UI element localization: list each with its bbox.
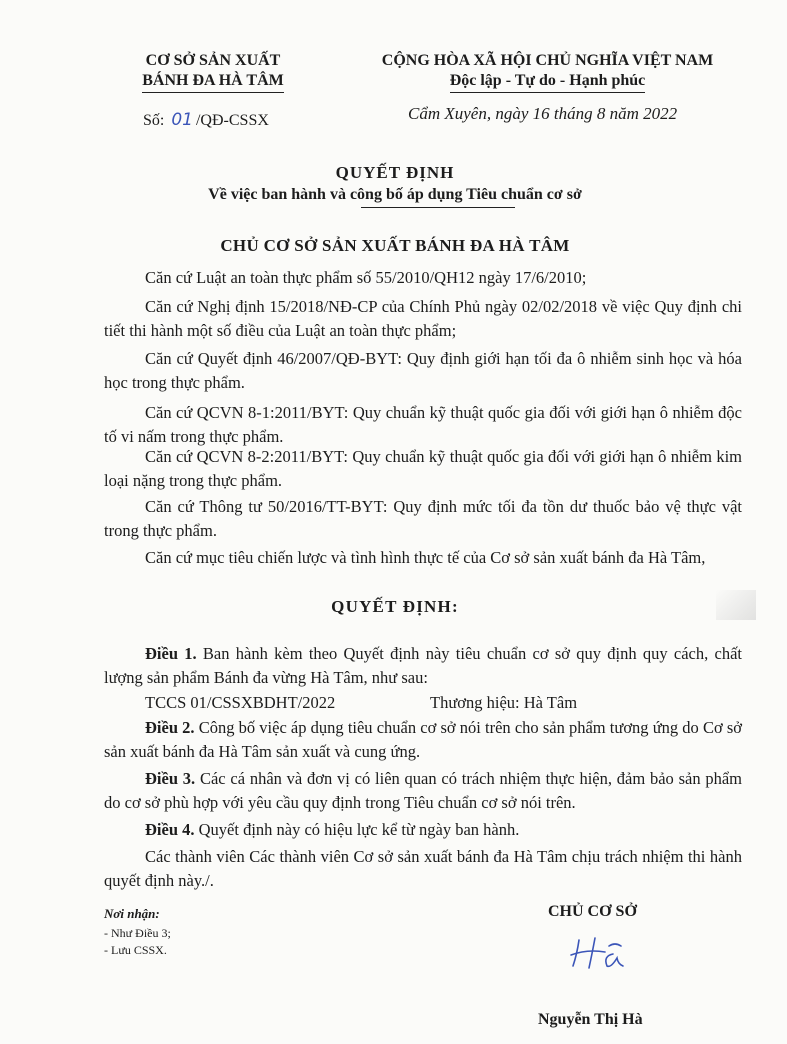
standard-brand: Thương hiệu: Hà Tâm (430, 693, 578, 712)
ground-paragraph: Căn cứ Quyết định 46/2007/QĐ-BYT: Quy định giới hạn tối đa ô nhiễm sinh học và hóa học trong thực phẩm. (104, 349, 742, 392)
organization-name (118, 51, 308, 93)
subtitle-underline (361, 207, 515, 208)
document-number-suffix: /QĐ-CSSX (195, 112, 269, 129)
article-label: Điều 1. (145, 644, 197, 663)
article-label: Điều 4. (145, 820, 195, 839)
article-4: Điều 4. Quyết định này có hiệu lực kể từ ngày ban hành. (145, 820, 520, 839)
closing-paragraph: Các thành viên Các thành viên Cơ sở sản xuất bánh đa Hà Tâm chịu trách nhiệm thi hành quyết định này./. (104, 847, 742, 890)
article-1: Điều 1. Ban hành kèm theo Quyết định này tiêu chuẩn cơ sở quy định quy cách, chất lượng sản phẩm Bánh đa vừng Hà Tâm, như sau: (104, 644, 742, 687)
decision-title: QUYẾT ĐỊNH (335, 163, 455, 182)
article-2: Điều 2. Công bố việc áp dụng tiêu chuẩn cơ sở nói trên cho sản phẩm tương ứng do Cơ sở sản xuất bánh đa Hà Tâm sản xuất và cung ứng. (104, 718, 743, 761)
scan-smudge (716, 590, 756, 620)
recipient-item: - Lưu CSSX. (104, 943, 167, 957)
nation-motto: Độc lập - Tự do - Hạnh phúc (360, 71, 735, 93)
organization-line-2: BÁNH ĐA HÀ TÂM (118, 71, 308, 93)
handwritten-signature (565, 928, 655, 978)
national-header (360, 51, 735, 93)
nation-title: CỘNG HÒA XÃ HỘI CHỦ NGHĨA VIỆT NAM (381, 52, 714, 69)
issuing-authority: CHỦ CƠ SỞ SẢN XUẤT BÁNH ĐA HÀ TÂM (220, 236, 570, 255)
recipients-title: Nơi nhận: (104, 906, 160, 921)
document-number (143, 110, 269, 130)
recipient-item: - Như Điều 3; (104, 926, 171, 940)
signer-name: Nguyễn Thị Hà (538, 1011, 643, 1028)
ground-paragraph: Căn cứ QCVN 8-2:2011/BYT: Quy chuẩn kỹ thuật quốc gia đối với giới hạn ô nhiễm kim loại nặng trong thực phẩm. (104, 447, 742, 490)
ground-paragraph: Căn cứ QCVN 8-1:2011/BYT: Quy chuẩn kỹ thuật quốc gia đối với giới hạn ô nhiễm độc tố vi nấm trong thực phẩm. (104, 403, 742, 446)
ground-paragraph: Căn cứ Thông tư 50/2016/TT-BYT: Quy định mức tối đa tồn dư thuốc bảo vệ thực vật trong thực phẩm. (104, 497, 742, 540)
document-number-label: Số: (143, 112, 165, 129)
document-number-handwritten: 01 (171, 110, 193, 130)
article-3: Điều 3. Các cá nhân và đơn vị có liên quan có trách nhiệm thực hiện, đảm bảo sản phẩm do cơ sở phù hợp với yêu cầu quy định trong Tiêu chuẩn cơ sở nói trên. (104, 769, 743, 812)
article-label: Điều 2. (145, 718, 195, 737)
ground-paragraph: Căn cứ Luật an toàn thực phẩm số 55/2010/QH12 ngày 17/6/2010; (145, 268, 587, 287)
decision-heading: QUYẾT ĐỊNH: (331, 597, 459, 616)
article-label: Điều 3. (145, 769, 196, 788)
organization-line-1: CƠ SỞ SẢN XUẤT (145, 52, 281, 69)
place-and-date: Cẩm Xuyên, ngày 16 tháng 8 năm 2022 (408, 104, 678, 123)
ground-paragraph: Căn cứ mục tiêu chiến lược và tình hình thực tế của Cơ sở sản xuất bánh đa Hà Tâm, (145, 548, 706, 567)
ground-paragraph: Căn cứ Nghị định 15/2018/NĐ-CP của Chính Phủ ngày 02/02/2018 về việc Quy định chi tiết thi hành một số điều của Luật an toàn thực phẩm; (104, 297, 742, 340)
signature-title: CHỦ CƠ SỞ (548, 903, 637, 920)
decision-subtitle: Về việc ban hành và công bố áp dụng Tiêu chuẩn cơ sở (208, 186, 582, 203)
standard-code: TCCS 01/CSSXBDHT/2022 (145, 693, 336, 712)
